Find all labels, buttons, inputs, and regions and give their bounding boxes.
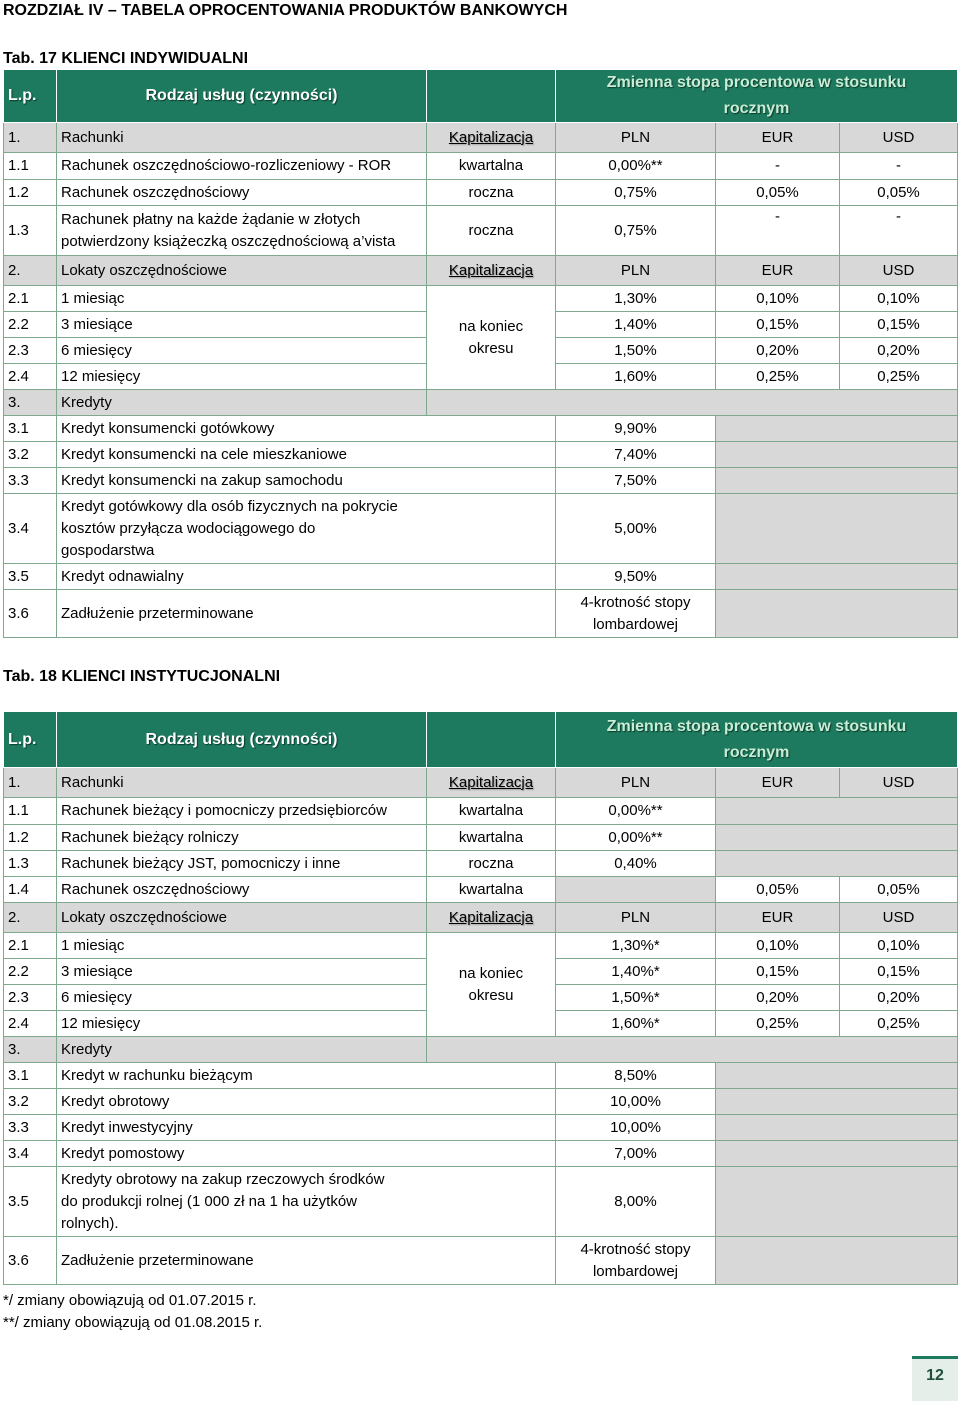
- header-rate-line1: Zmienna stopa procentowa w stosunku: [606, 74, 907, 91]
- row-name: Kredyt pomostowy: [57, 1141, 556, 1167]
- row-num: 1.4: [4, 877, 57, 903]
- eur-header: EUR: [716, 256, 840, 286]
- capitalization-cell: roczna: [427, 851, 556, 877]
- row-name: Kredyt konsumencki gotówkowy: [57, 416, 556, 442]
- empty-cell: [716, 1115, 958, 1141]
- row-num: 2.2: [4, 312, 57, 338]
- pln-rate: 7,00%: [556, 1141, 716, 1167]
- usd-rate: 0,05%: [840, 877, 958, 903]
- row-name: 6 miesięcy: [57, 985, 427, 1011]
- usd-rate: -: [840, 206, 958, 256]
- row-name-line3: gospodarstwa: [61, 541, 155, 559]
- pln-rate: 1,60%*: [556, 1011, 716, 1037]
- eur-rate: 0,10%: [716, 286, 840, 312]
- pln-rate: 10,00%: [556, 1089, 716, 1115]
- row-name: 3 miesiące: [57, 312, 427, 338]
- usd-rate: 0,20%: [840, 985, 958, 1011]
- footnote-2: **/ zmiany obowiązują od 01.08.2015 r.: [3, 1314, 263, 1331]
- table-row: [4, 468, 958, 494]
- capitalization-cell: roczna: [427, 180, 556, 206]
- pln-rate: 9,90%: [556, 416, 716, 442]
- chapter-title: ROZDZIAŁ IV – TABELA OPROCENTOWANIA PRODUKTÓW BANKOWYCH: [3, 2, 568, 19]
- eur-rate: 0,25%: [716, 364, 840, 390]
- row-name-line2: kosztów przyłącza wodociągowego do: [61, 519, 316, 537]
- row-num: 2.3: [4, 985, 57, 1011]
- table-row: [4, 933, 958, 959]
- capitalization-cell: roczna: [427, 206, 556, 256]
- row-num: 1.2: [4, 180, 57, 206]
- table-row: [4, 286, 958, 312]
- header-rate: [556, 70, 958, 123]
- row-name: [57, 1167, 556, 1237]
- row-num: 3.: [4, 1037, 57, 1063]
- pln-rate: 0,40%: [556, 851, 716, 877]
- row-name: [57, 206, 427, 256]
- footnote-1: */ zmiany obowiązują od 01.07.2015 r.: [3, 1292, 257, 1309]
- pln-rate: 0,75%: [556, 180, 716, 206]
- section-filler: [427, 1037, 958, 1063]
- row-name: Rachunki: [57, 123, 427, 153]
- table-18-institutional-clients: [3, 711, 958, 1285]
- header-service: Rodzaj usług (czynności): [57, 70, 427, 123]
- pln-header: PLN: [556, 768, 716, 798]
- row-name: Kredyt w rachunku bieżącym: [57, 1063, 556, 1089]
- row-num: 1.1: [4, 153, 57, 180]
- table-row: [4, 1167, 958, 1237]
- capitalization-header: Kapitalizacja: [427, 256, 556, 286]
- table-row: [4, 851, 958, 877]
- row-name: Lokaty oszczędnościowe: [57, 903, 427, 933]
- usd-header: USD: [840, 768, 958, 798]
- row-name: Kredyty: [57, 390, 427, 416]
- empty-cell: [716, 1237, 958, 1285]
- eur-rate: -: [716, 153, 840, 180]
- row-num: 1.1: [4, 798, 57, 825]
- usd-header: USD: [840, 256, 958, 286]
- usd-rate: 0,25%: [840, 1011, 958, 1037]
- row-name-line2: do produkcji rolnej (1 000 zł na 1 ha użytków: [61, 1192, 358, 1210]
- row-name-line1: Kredyt gotówkowy dla osób fizycznych na pokrycie: [61, 497, 398, 515]
- row-name: Rachunek oszczędnościowy: [57, 180, 427, 206]
- row-num: 3.: [4, 390, 57, 416]
- pln-rate: 0,00%**: [556, 798, 716, 825]
- pln-rate: 7,40%: [556, 442, 716, 468]
- capitalization-cell: kwartalna: [427, 798, 556, 825]
- row-name: Zadłużenie przeterminowane: [57, 1237, 556, 1285]
- pln-rate-line1: 4-krotność stopy: [580, 593, 691, 611]
- table-17-title: Tab. 17 KLIENCI INDYWIDUALNI: [3, 50, 249, 67]
- eur-header: EUR: [716, 768, 840, 798]
- header-rate-line2: rocznym: [723, 100, 790, 117]
- section-row-deposits: [4, 256, 958, 286]
- row-num: 3.5: [4, 1167, 57, 1237]
- row-num: 2.3: [4, 338, 57, 364]
- table-row: [4, 590, 958, 638]
- row-num: 2.: [4, 256, 57, 286]
- pln-rate: 0,00%**: [556, 153, 716, 180]
- usd-header: USD: [840, 903, 958, 933]
- eur-rate: 0,05%: [716, 180, 840, 206]
- row-name: Rachunek bieżący i pomocniczy przedsiębiorców: [57, 798, 427, 825]
- capitalization-line1: na koniec: [458, 964, 524, 982]
- pln-header: PLN: [556, 123, 716, 153]
- pln-header: PLN: [556, 256, 716, 286]
- capitalization-line1: na koniec: [458, 317, 524, 335]
- pln-rate: [556, 590, 716, 638]
- row-num: 2.1: [4, 286, 57, 312]
- header-lp: L.p.: [4, 712, 57, 768]
- footnotes: [3, 1290, 262, 1334]
- pln-rate: 10,00%: [556, 1115, 716, 1141]
- capitalization-line2: okresu: [468, 986, 514, 1004]
- eur-header: EUR: [716, 123, 840, 153]
- row-name: Zadłużenie przeterminowane: [57, 590, 556, 638]
- table-row: [4, 564, 958, 590]
- row-num: 3.3: [4, 468, 57, 494]
- table-row: [4, 825, 958, 851]
- table-row: [4, 1237, 958, 1285]
- table-row: [4, 798, 958, 825]
- row-num: 3.1: [4, 1063, 57, 1089]
- empty-cell: [716, 1089, 958, 1115]
- capitalization-deposit: [427, 933, 556, 1037]
- row-name: Kredyt konsumencki na cele mieszkaniowe: [57, 442, 556, 468]
- pln-rate: 1,50%*: [556, 985, 716, 1011]
- table-row: [4, 416, 958, 442]
- empty-cell: [716, 564, 958, 590]
- table-header-row: [4, 70, 958, 123]
- capitalization-cell: kwartalna: [427, 877, 556, 903]
- row-num: 1.3: [4, 206, 57, 256]
- row-num: 2.4: [4, 1011, 57, 1037]
- usd-rate: 0,10%: [840, 933, 958, 959]
- row-name: 3 miesiące: [57, 959, 427, 985]
- row-num: 3.6: [4, 1237, 57, 1285]
- eur-rate: 0,05%: [716, 877, 840, 903]
- empty-cell: [556, 877, 716, 903]
- pln-rate: 8,00%: [556, 1167, 716, 1237]
- row-num: 2.4: [4, 364, 57, 390]
- row-name: Rachunek bieżący rolniczy: [57, 825, 427, 851]
- capitalization-header: Kapitalizacja: [427, 903, 556, 933]
- table-row: [4, 1089, 958, 1115]
- row-name: Kredyt obrotowy: [57, 1089, 556, 1115]
- pln-rate: 1,40%: [556, 312, 716, 338]
- empty-cell: [716, 851, 958, 877]
- empty-cell: [716, 442, 958, 468]
- row-num: 3.4: [4, 494, 57, 564]
- row-name: 12 miesięcy: [57, 364, 427, 390]
- usd-rate: 0,10%: [840, 286, 958, 312]
- row-name: Kredyt inwestycyjny: [57, 1115, 556, 1141]
- row-num: 3.2: [4, 1089, 57, 1115]
- header-lp: L.p.: [4, 70, 57, 123]
- row-num: 2.2: [4, 959, 57, 985]
- eur-rate: 0,20%: [716, 338, 840, 364]
- row-name: Kredyt konsumencki na zakup samochodu: [57, 468, 556, 494]
- capitalization-line2: okresu: [468, 339, 514, 357]
- eur-rate: 0,25%: [716, 1011, 840, 1037]
- capitalization-cell: kwartalna: [427, 825, 556, 851]
- section-filler: [427, 390, 958, 416]
- table-18-title: Tab. 18 KLIENCI INSTYTUCJONALNI: [3, 668, 281, 685]
- table-row: [4, 877, 958, 903]
- section-row-credits: [4, 1037, 958, 1063]
- row-num: 3.6: [4, 590, 57, 638]
- row-name: Kredyty: [57, 1037, 427, 1063]
- pln-rate: 1,40%*: [556, 959, 716, 985]
- row-num: 2.: [4, 903, 57, 933]
- pln-rate: 8,50%: [556, 1063, 716, 1089]
- header-empty: [427, 70, 556, 123]
- section-row-accounts: [4, 768, 958, 798]
- row-num: 1.: [4, 768, 57, 798]
- eur-rate: 0,10%: [716, 933, 840, 959]
- pln-header: PLN: [556, 903, 716, 933]
- row-name: 1 miesiąc: [57, 933, 427, 959]
- empty-cell: [716, 1063, 958, 1089]
- empty-cell: [716, 798, 958, 825]
- pln-rate-line2: lombardowej: [592, 615, 679, 633]
- pln-rate: 9,50%: [556, 564, 716, 590]
- row-name: [57, 494, 556, 564]
- pln-rate: [556, 1237, 716, 1285]
- row-name: Lokaty oszczędnościowe: [57, 256, 427, 286]
- usd-rate: 0,15%: [840, 959, 958, 985]
- capitalization-cell: kwartalna: [427, 153, 556, 180]
- pln-rate-line1: 4-krotność stopy: [580, 1240, 691, 1258]
- empty-cell: [716, 1167, 958, 1237]
- capitalization-header: Kapitalizacja: [427, 768, 556, 798]
- row-name: Rachunek oszczędnościowy: [57, 877, 427, 903]
- row-name: Rachunek oszczędnościowo-rozliczeniowy - ROR: [57, 153, 427, 180]
- empty-cell: [716, 590, 958, 638]
- row-num: 2.1: [4, 933, 57, 959]
- row-name: Rachunek bieżący JST, pomocniczy i inne: [57, 851, 427, 877]
- empty-cell: [716, 1141, 958, 1167]
- row-num: 3.4: [4, 1141, 57, 1167]
- section-row-accounts: [4, 123, 958, 153]
- row-num: 1.3: [4, 851, 57, 877]
- table-row: [4, 494, 958, 564]
- header-rate-line2: rocznym: [723, 743, 790, 761]
- eur-rate: 0,15%: [716, 959, 840, 985]
- eur-header: EUR: [716, 903, 840, 933]
- pln-rate: 0,75%: [556, 206, 716, 256]
- capitalization-header: Kapitalizacja: [427, 123, 556, 153]
- empty-cell: [716, 494, 958, 564]
- empty-cell: [716, 825, 958, 851]
- row-name: Rachunki: [57, 768, 427, 798]
- pln-rate: 1,30%: [556, 286, 716, 312]
- capitalization-deposit: [427, 286, 556, 390]
- row-name-line1: Kredyty obrotowy na zakup rzeczowych środków: [61, 1170, 385, 1188]
- section-row-credits: [4, 390, 958, 416]
- row-name-line2: potwierdzony książeczką oszczędnościową a’vista: [61, 232, 396, 250]
- row-num: 3.5: [4, 564, 57, 590]
- row-num: 3.3: [4, 1115, 57, 1141]
- table-17-individual-clients: [3, 69, 958, 638]
- row-num: 1.2: [4, 825, 57, 851]
- table-row: [4, 1063, 958, 1089]
- usd-rate: 0,15%: [840, 312, 958, 338]
- pln-rate: 5,00%: [556, 494, 716, 564]
- empty-cell: [716, 416, 958, 442]
- pln-rate-line2: lombardowej: [592, 1262, 679, 1280]
- usd-rate: 0,25%: [840, 364, 958, 390]
- section-row-deposits: [4, 903, 958, 933]
- page-number: 12: [912, 1356, 958, 1401]
- row-name: Kredyt odnawialny: [57, 564, 556, 590]
- table-row: [4, 153, 958, 180]
- row-name-line3: rolnych).: [61, 1214, 119, 1232]
- pln-rate: 1,30%*: [556, 933, 716, 959]
- header-rate-line1: Zmienna stopa procentowa w stosunku: [606, 717, 907, 735]
- header-empty: [427, 712, 556, 768]
- row-name: 12 miesięcy: [57, 1011, 427, 1037]
- pln-rate: 1,60%: [556, 364, 716, 390]
- table-header-row: [4, 712, 958, 768]
- row-name: 1 miesiąc: [57, 286, 427, 312]
- row-num: 3.2: [4, 442, 57, 468]
- row-name-line1: Rachunek płatny na każde żądanie w złotych: [61, 210, 361, 228]
- usd-rate: -: [840, 153, 958, 180]
- eur-rate: 0,15%: [716, 312, 840, 338]
- row-num: 3.1: [4, 416, 57, 442]
- header-rate: [556, 712, 958, 768]
- usd-rate: 0,05%: [840, 180, 958, 206]
- row-num: 1.: [4, 123, 57, 153]
- header-service: Rodzaj usług (czynności): [57, 712, 427, 768]
- usd-header: USD: [840, 123, 958, 153]
- table-row: [4, 1115, 958, 1141]
- eur-rate: 0,20%: [716, 985, 840, 1011]
- pln-rate: 0,00%**: [556, 825, 716, 851]
- table-row: [4, 180, 958, 206]
- table-row: [4, 1141, 958, 1167]
- pln-rate: 1,50%: [556, 338, 716, 364]
- empty-cell: [716, 468, 958, 494]
- table-row: [4, 206, 958, 256]
- table-row: [4, 442, 958, 468]
- usd-rate: 0,20%: [840, 338, 958, 364]
- row-name: 6 miesięcy: [57, 338, 427, 364]
- eur-rate: -: [716, 206, 840, 256]
- pln-rate: 7,50%: [556, 468, 716, 494]
